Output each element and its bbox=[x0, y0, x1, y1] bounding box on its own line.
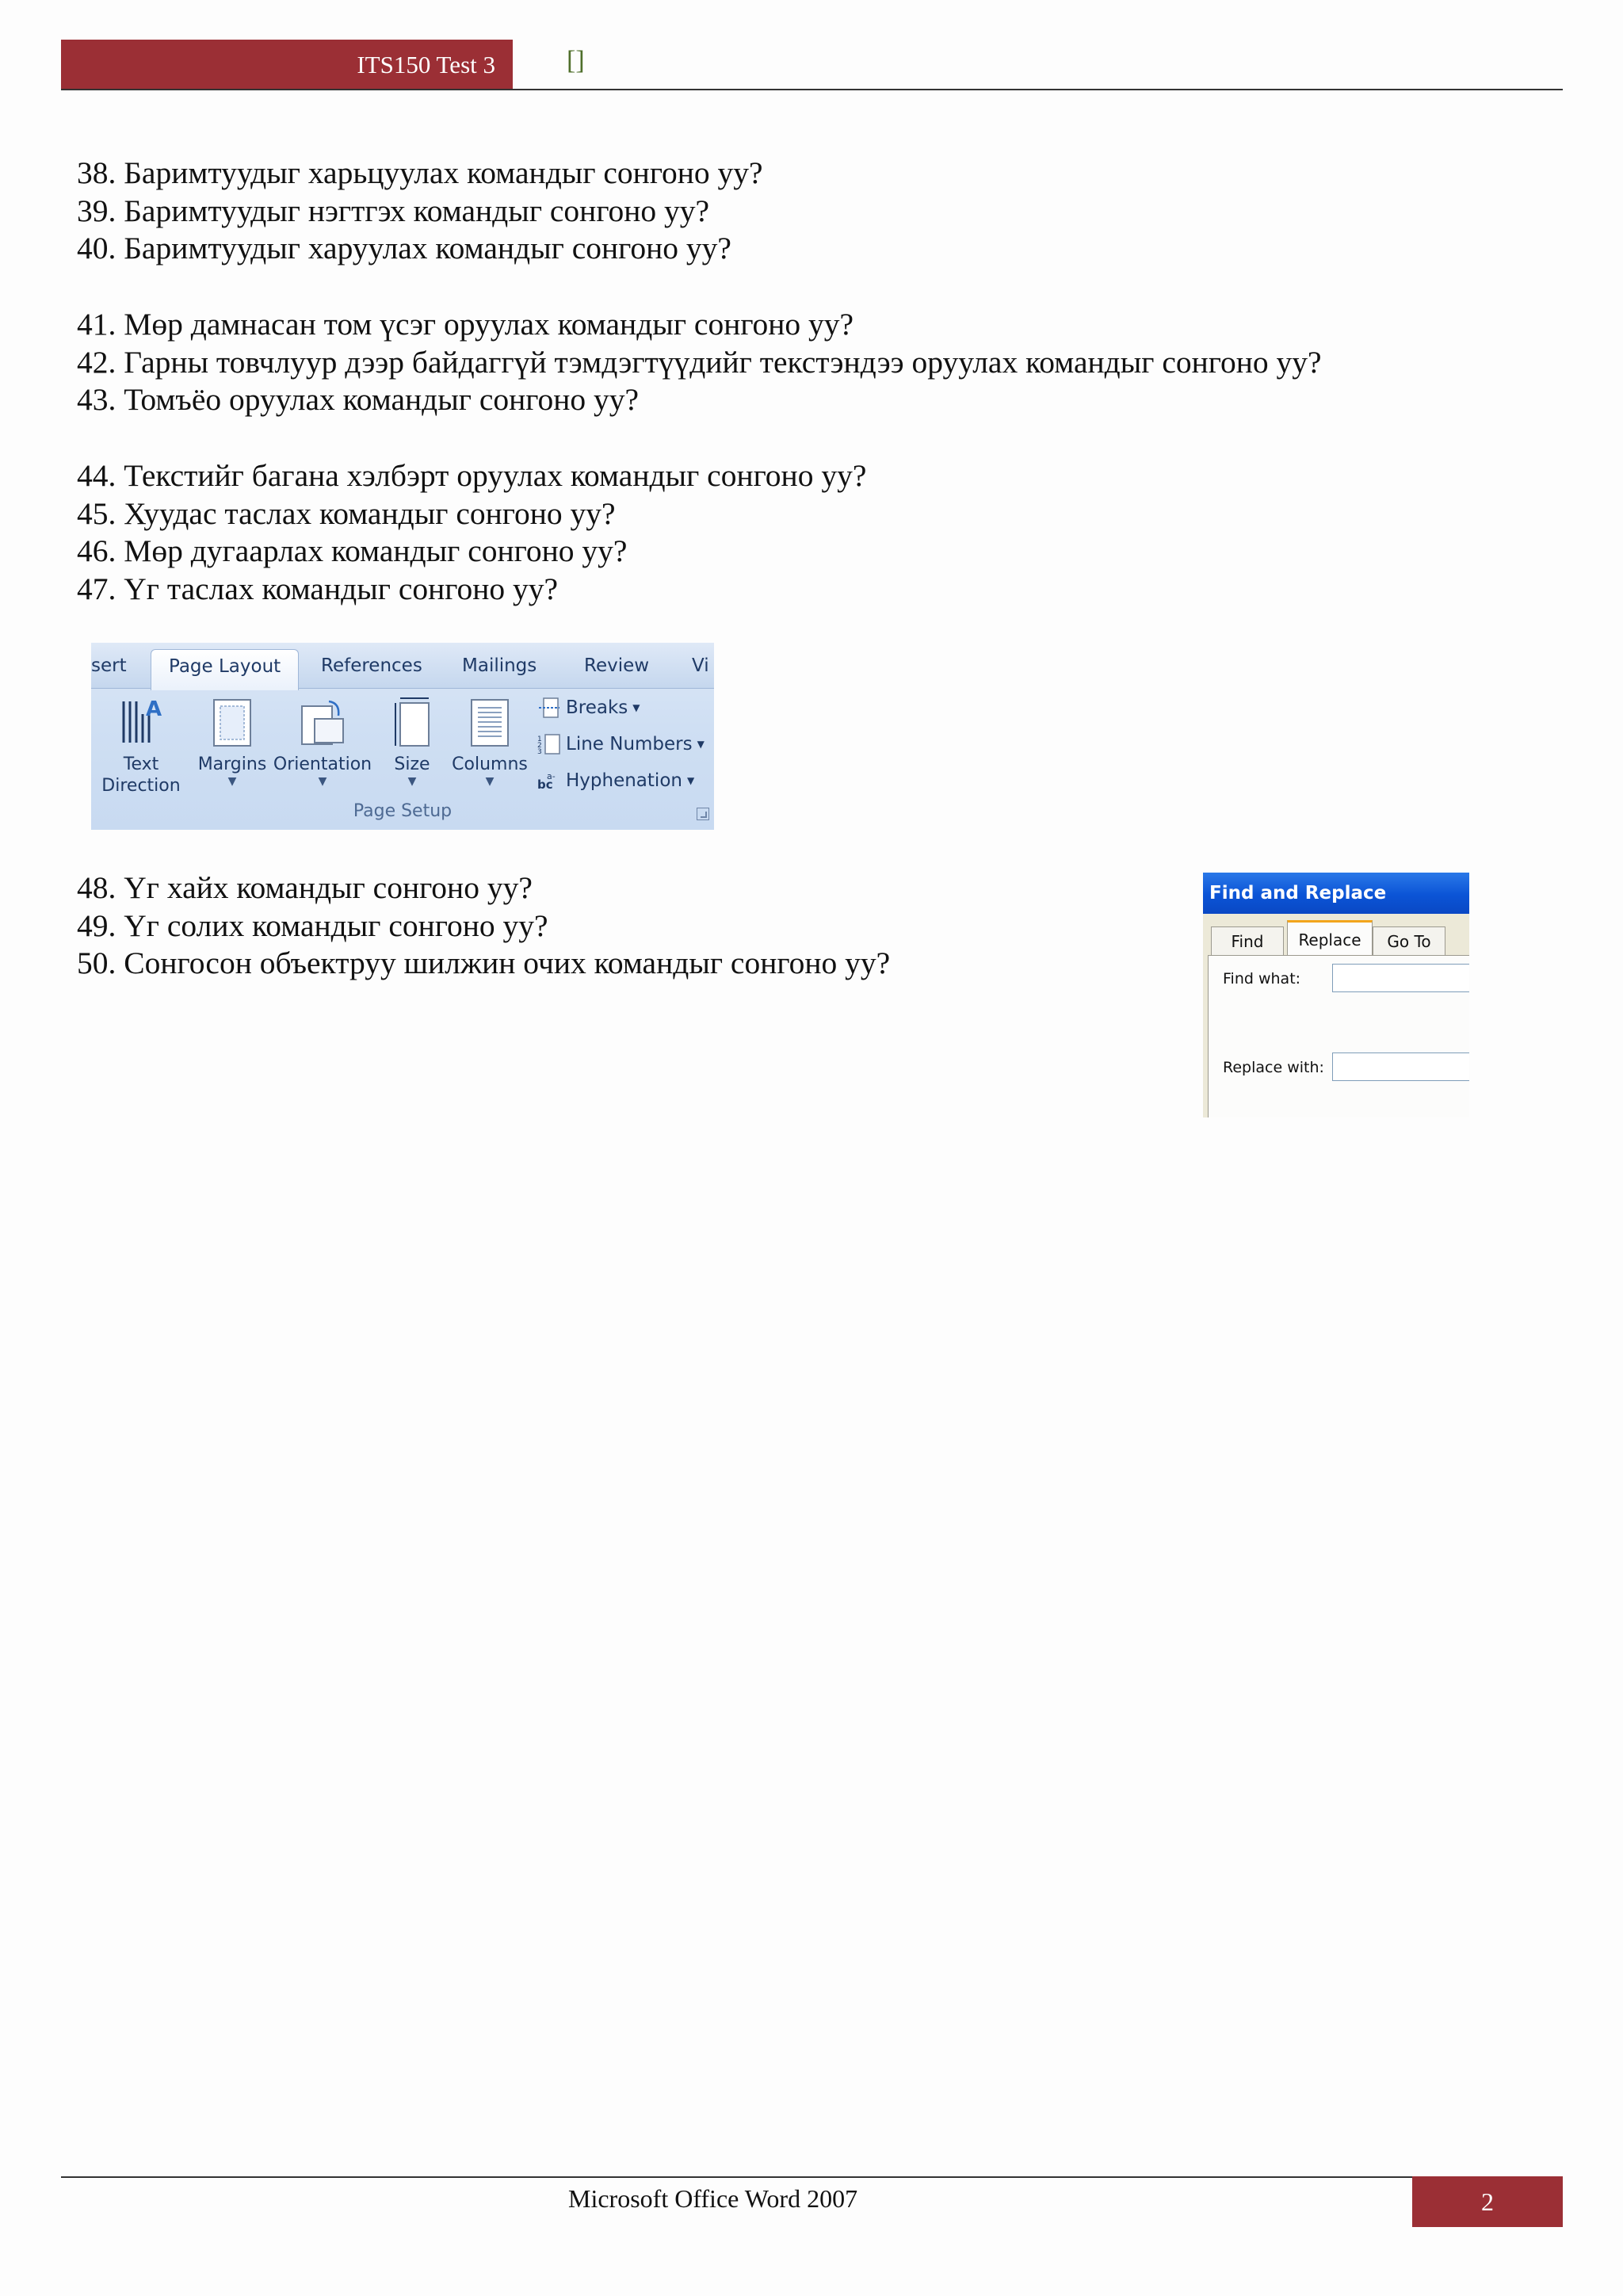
question-45: 45. Хуудас таслах командыг сонгоно уу? bbox=[77, 495, 616, 531]
dialog-title-bar: Find and Replace bbox=[1203, 873, 1469, 914]
hyphenation-label: Hyphenation bbox=[566, 770, 682, 791]
hyphenation-icon bbox=[537, 770, 561, 792]
question-43: 43. Томъёо оруулах командыг сонгоно уу? bbox=[77, 382, 640, 418]
svg-text:bc: bc bbox=[537, 777, 553, 792]
question-39: 39. Баримтуудыг нэгтгэх командыг сонгоно уу? bbox=[77, 193, 710, 228]
columns-label: Columns bbox=[452, 755, 528, 774]
question-group-3 bbox=[77, 457, 866, 608]
question-44: 44. Текстийг багана хэлбэрт оруулах командыг сонгоно уу? bbox=[77, 458, 867, 493]
svg-text:A: A bbox=[146, 697, 162, 721]
find-what-label: Find what: bbox=[1223, 970, 1301, 988]
tab-replace[interactable]: Replace bbox=[1287, 920, 1373, 958]
margins-icon bbox=[211, 697, 254, 749]
tab-mailings[interactable]: Mailings bbox=[462, 655, 537, 676]
size-button[interactable] bbox=[384, 697, 440, 788]
tab-view[interactable]: Vi bbox=[692, 655, 709, 676]
dialog-tab-bar bbox=[1203, 914, 1469, 956]
hyphenation-dropdown-arrow: ▼ bbox=[686, 775, 695, 786]
ribbon-page-layout-screenshot bbox=[91, 643, 714, 830]
page-number-tab bbox=[1412, 2176, 1563, 2227]
question-38: 38. Баримтуудыг харьцуулах командыг сонгоно уу? bbox=[77, 155, 763, 190]
line-numbers-icon bbox=[537, 733, 561, 755]
margins-button[interactable] bbox=[193, 697, 272, 788]
header-bracket: [] bbox=[567, 46, 585, 75]
page-number: 2 bbox=[1481, 2187, 1494, 2216]
footer-rule bbox=[61, 2176, 1563, 2178]
breaks-button[interactable] bbox=[537, 697, 640, 719]
question-41: 41. Мөр дамнасан том үсэг оруулах командыг сонгоно уу? bbox=[77, 307, 854, 342]
orientation-label: Orientation bbox=[273, 755, 372, 774]
svg-text:2: 2 bbox=[537, 742, 542, 750]
size-dropdown-arrow: ▼ bbox=[407, 775, 417, 788]
orientation-icon bbox=[297, 697, 348, 749]
tab-references[interactable]: References bbox=[321, 655, 422, 676]
question-42: 42. Гарны товчлуур дээр байдаггүй тэмдэгтүүдийг текстэндээ оруулах командыг сонгоно уу? bbox=[77, 344, 1322, 380]
question-47: 47. Үг таслах командыг сонгоно уу? bbox=[77, 571, 559, 606]
breaks-icon bbox=[537, 697, 561, 719]
breaks-label: Breaks bbox=[566, 697, 628, 718]
orientation-button[interactable] bbox=[271, 697, 374, 788]
orientation-dropdown-arrow: ▼ bbox=[318, 775, 327, 788]
replace-with-input[interactable] bbox=[1332, 1052, 1469, 1081]
question-46: 46. Мөр дугаарлах командыг сонгоно уу? bbox=[77, 533, 628, 569]
dialog-launcher-icon[interactable] bbox=[697, 808, 709, 820]
svg-text:3: 3 bbox=[537, 748, 542, 755]
columns-dropdown-arrow: ▼ bbox=[485, 775, 495, 788]
question-40: 40. Баримтуудыг харуулах командыг сонгоно уу? bbox=[77, 231, 731, 266]
size-label: Size bbox=[394, 755, 430, 774]
ribbon-tab-bar bbox=[91, 643, 714, 689]
breaks-dropdown-arrow: ▼ bbox=[632, 702, 640, 713]
dialog-body bbox=[1208, 955, 1469, 1117]
question-group-1 bbox=[77, 155, 763, 268]
text-direction-label-2: Direction bbox=[101, 776, 181, 796]
margins-label: Margins bbox=[197, 755, 267, 774]
question-group-4 bbox=[77, 869, 890, 983]
svg-text:a-: a- bbox=[547, 771, 556, 781]
tab-insert[interactable]: sert bbox=[91, 655, 127, 676]
tab-review[interactable]: Review bbox=[584, 655, 650, 676]
line-numbers-dropdown-arrow: ▼ bbox=[697, 739, 705, 750]
text-direction-label-1: Text bbox=[123, 755, 159, 774]
columns-icon bbox=[468, 697, 511, 749]
question-group-2 bbox=[77, 306, 1322, 419]
tab-find[interactable]: Find bbox=[1211, 926, 1284, 956]
question-50: 50. Сонгосон объектруу шилжин очих командыг сонгоно уу? bbox=[77, 946, 891, 981]
line-numbers-button[interactable] bbox=[537, 733, 705, 755]
question-49: 49. Үг солих командыг сонгоно уу? bbox=[77, 907, 548, 943]
header-title: ITS150 Test 3 bbox=[357, 51, 495, 78]
text-direction-icon bbox=[116, 697, 166, 749]
header-rule bbox=[61, 89, 1563, 90]
line-numbers-label: Line Numbers bbox=[566, 734, 693, 755]
text-direction-button[interactable] bbox=[94, 697, 188, 797]
tab-go-to[interactable]: Go To bbox=[1373, 926, 1445, 956]
header-title-tab bbox=[61, 40, 513, 90]
columns-button[interactable] bbox=[448, 697, 532, 788]
hyphenation-button[interactable] bbox=[537, 770, 694, 792]
question-48: 48. Үг хайх командыг сонгоно уу? bbox=[77, 870, 533, 905]
tab-page-layout[interactable]: Page Layout bbox=[151, 649, 299, 690]
footer-text: Microsoft Office Word 2007 bbox=[568, 2184, 858, 2213]
page-setup-group-label: Page Setup bbox=[353, 801, 453, 821]
svg-text:1: 1 bbox=[537, 735, 542, 743]
find-and-replace-screenshot bbox=[1203, 873, 1469, 1117]
find-what-input[interactable] bbox=[1332, 964, 1469, 992]
size-icon bbox=[391, 697, 433, 749]
replace-with-label: Replace with: bbox=[1223, 1059, 1324, 1076]
margins-dropdown-arrow: ▼ bbox=[227, 775, 237, 788]
